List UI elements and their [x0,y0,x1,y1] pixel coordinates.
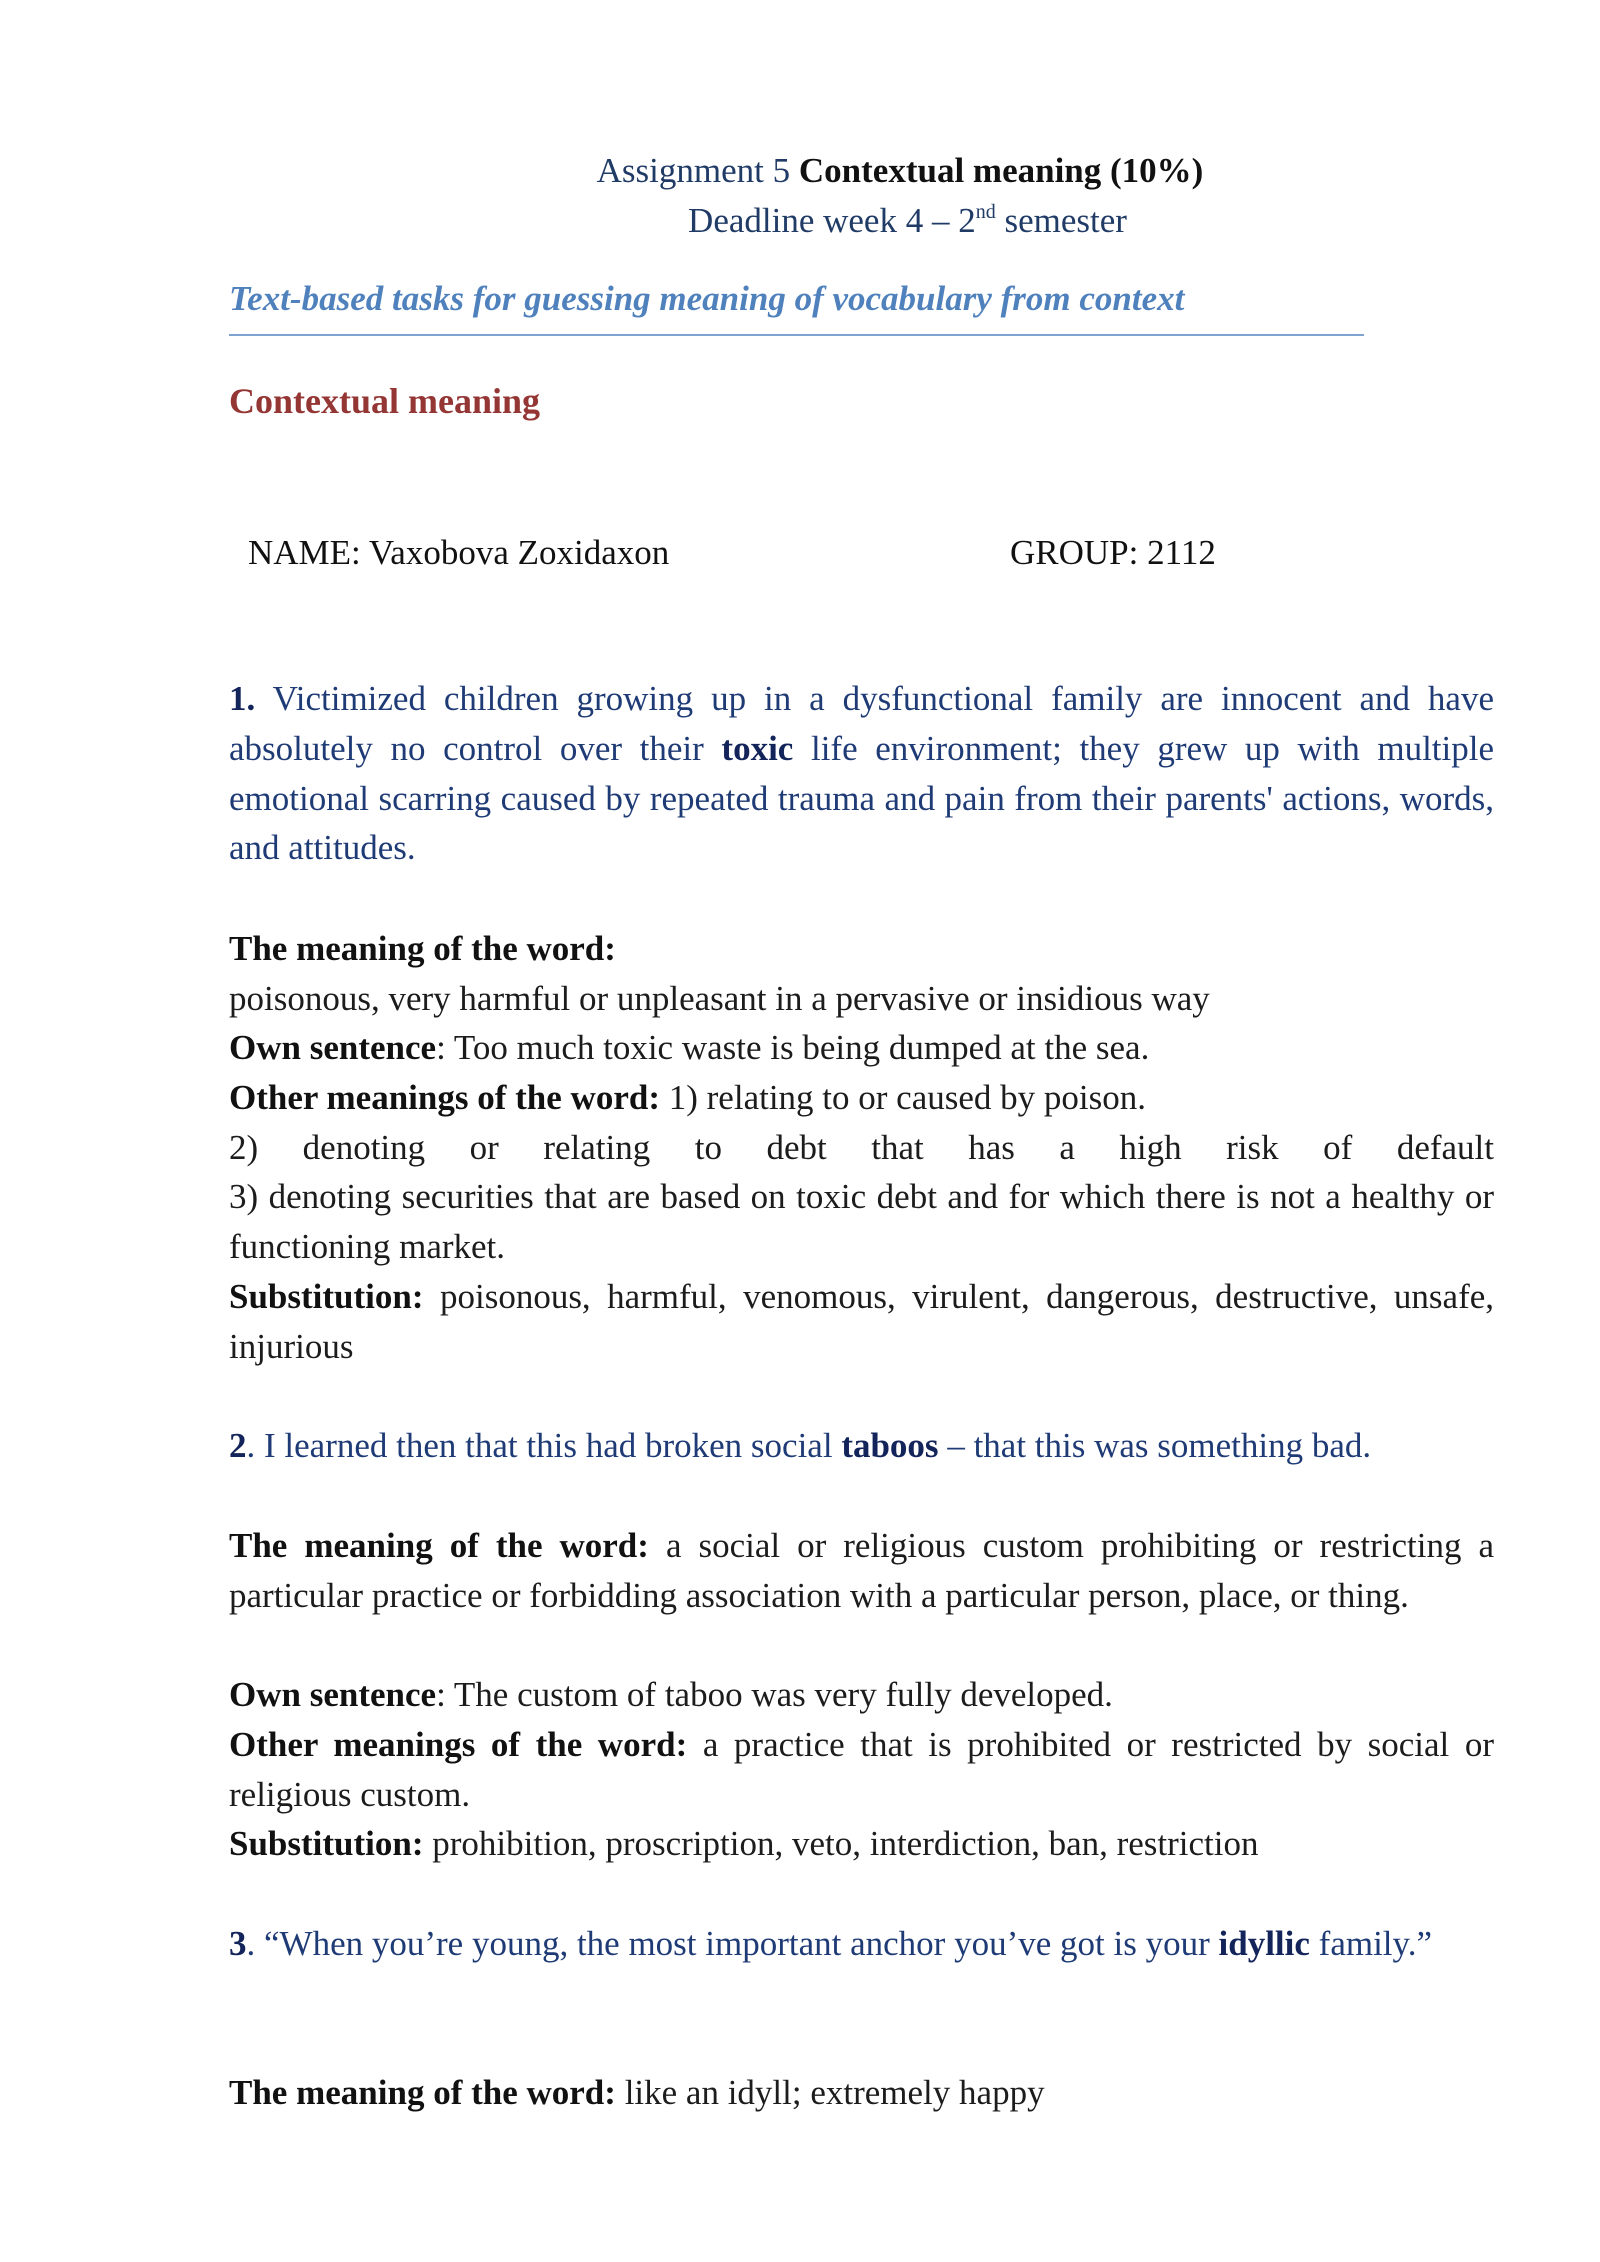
deadline-prefix: Deadline week 4 – 2 [688,201,976,240]
item-2-own-sentence: Own sentence: The custom of taboo was very fully developed. [229,1675,1113,1714]
item-1-keyword: toxic [721,728,794,768]
item-1-sentence-after: life environment; they grew up with multiple emotional scarring caused by repeated trauma and pain from their parents' actions, words, and attitudes. [229,728,1495,868]
item-1-own-sentence: Own sentence: Too much toxic waste is being dumped at the sea. [229,1028,1150,1067]
other-meanings-label: Other meanings of the word: [229,1078,660,1117]
item-2-sentence: 2. I learned then that this had broken social taboos – that this was something bad. [229,1426,1372,1465]
assignment-title-bold: Contextual meaning (10%) [798,151,1204,190]
item-1-substitution-text: poisonous, harmful, venomous, virulent, dangerous, destructive, unsafe, injurious [229,1277,1495,1366]
item-3-sentence-before: “When you’re young, the most important anchor you’ve got is your [264,1924,1210,1963]
section-heading: Contextual meaning [229,381,541,421]
item-1-other-meaning-1-text: 1) relating to or caused by poison. [668,1078,1147,1117]
item-2-keyword: taboos [841,1426,939,1465]
item-2-substitution [229,1819,1494,1869]
item-1-own-sentence-text: Too much toxic waste is being dumped at the sea. [453,1028,1150,1067]
item-1-meaning-label [229,924,1494,974]
item-2-own-sentence-text: The custom of taboo was very fully developed. [453,1675,1113,1714]
item-2-number: 2 [229,1426,247,1465]
assignment-title [0,151,1600,191]
item-1-substitution [229,1272,1494,1372]
substitution-label: Substitution: [229,1277,424,1316]
item-2-meaning-text: a social or religious custom prohibiting or restricting a particular practice or forbidding association with a particular person, place, or thing. [229,1526,1494,1615]
subtitle-divider [229,334,1364,336]
item-1-other-meaning-3: 3) denoting securities that are based on toxic debt and for which there is not a healthy or functioning market. [229,1177,1494,1266]
group-value: 2112 [1147,533,1216,572]
item-3-sentence: 3. “When you’re young, the most important anchor you’ve got is your idyllic family.” [229,1924,1433,1963]
student-group [1010,533,1216,573]
item-2-sentence-before: I learned then that this had broken social [264,1426,833,1465]
meaning-label: The meaning of the word: [229,929,616,968]
deadline-superscript: nd [975,201,996,223]
student-name [248,533,669,573]
item-1-other-meaning-1 [229,1073,1494,1123]
meaning-label: The meaning of the word: [229,1526,649,1565]
own-sentence-label: Own sentence [229,1675,437,1714]
item-2-substitution-text: prohibition, proscription, veto, interdiction, ban, restriction [432,1824,1259,1863]
item-1-sentence [229,674,1494,873]
name-label: NAME: [248,533,361,572]
item-2-other-meaning [229,1720,1494,1820]
item-1-other-meaning-2: 2) denoting or relating to debt that has a high risk of default [229,1128,1494,1167]
item-2-other-meaning-text: a practice that is prohibited or restricted by social or religious custom. [229,1725,1494,1814]
assignment-prefix: Assignment 5 [596,151,791,190]
own-sentence-label: Own sentence [229,1028,437,1067]
subtitle: Text-based tasks for guessing meaning of vocabulary from context [229,279,1185,318]
group-label: GROUP: [1010,533,1139,572]
other-meanings-label: Other meanings of the word: [229,1725,688,1764]
item-3-keyword: idyllic [1218,1924,1310,1963]
item-1-sentence-before: Victimized children growing up in a dysfunctional family are innocent and have absolutely no control over their [229,679,1495,768]
substitution-label: Substitution: [229,1824,424,1863]
name-value: Vaxobova Zoxidaxon [368,533,670,572]
item-3-number: 3 [229,1924,247,1963]
item-2-meaning [229,1521,1494,1621]
deadline-line [0,201,1600,241]
meaning-label: The meaning of the word: [229,2073,616,2112]
item-3-meaning-text: like an idyll; extremely happy [624,2073,1045,2112]
item-1-meaning: poisonous, very harmful or unpleasant in a pervasive or insidious way [229,979,1210,1018]
item-3-meaning [229,2068,1494,2118]
item-2-sentence-after: – that this was something bad. [947,1426,1372,1465]
item-3-sentence-after: family.” [1318,1924,1433,1963]
deadline-suffix: semester [1004,201,1127,240]
item-1-number: 1. [229,679,256,718]
